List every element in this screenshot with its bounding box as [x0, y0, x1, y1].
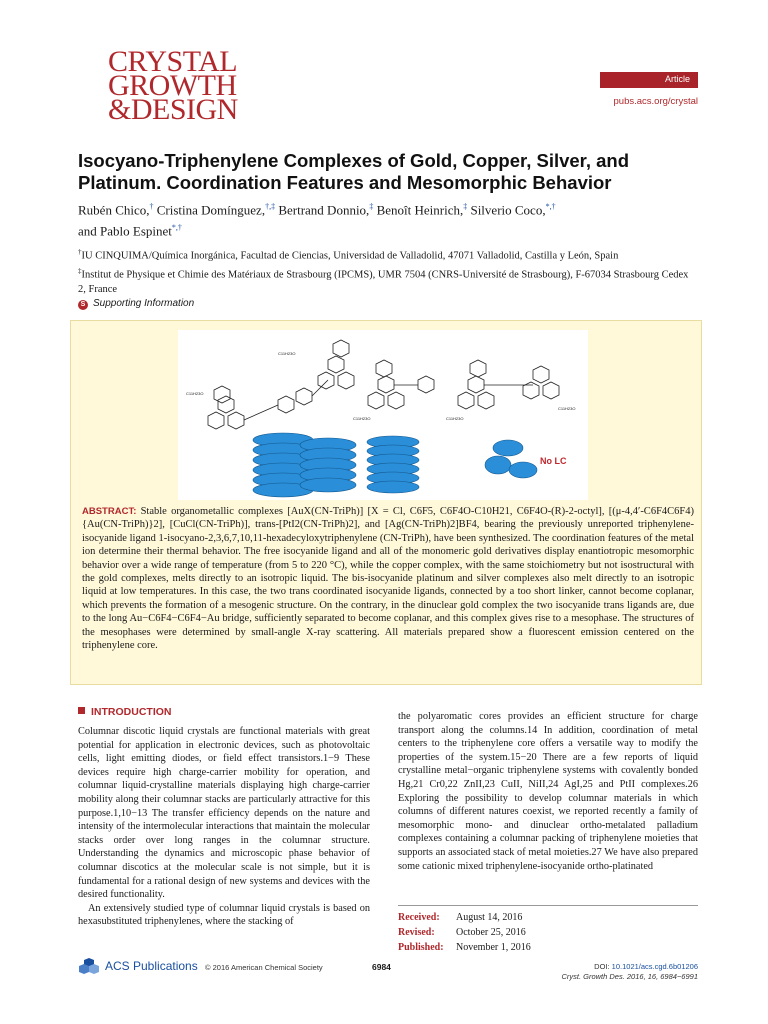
affiliation: [78, 245, 698, 264]
acs-hexagon-icon: [78, 958, 100, 974]
hexagon: [468, 376, 484, 393]
author-marks: ‡: [369, 202, 374, 211]
author-marks: ‡: [463, 202, 468, 211]
author-marks: *,†: [545, 202, 556, 211]
affiliation-mark: †: [78, 248, 82, 256]
hexagon: [543, 382, 559, 399]
bond: [244, 405, 278, 420]
substituent-label: C11H23O: [558, 406, 576, 411]
doi-block: [520, 962, 698, 982]
substituent-label: C11H23O: [446, 416, 464, 421]
disc-stack-left: [253, 433, 356, 497]
disc-stack-middle: [367, 436, 419, 493]
hexagon: [328, 356, 344, 373]
publisher-name: ACS Publications: [105, 959, 198, 973]
supporting-info-label: Supporting Information: [93, 298, 195, 309]
date-row: [398, 925, 698, 940]
logo-line: GROWTH: [108, 69, 237, 102]
abstract: [82, 505, 694, 652]
hexagon: [333, 340, 349, 357]
section-marker-icon: [78, 707, 85, 714]
author-marks: *,†: [171, 223, 182, 233]
hexagon: [418, 376, 434, 393]
hexagon: [218, 396, 234, 413]
hexagon: [278, 396, 294, 413]
acs-publications-logo[interactable]: [78, 958, 198, 974]
copyright: © 2016 American Chemical Society: [205, 963, 323, 972]
hexagon: [338, 372, 354, 389]
gold-complex-structure: [368, 360, 434, 409]
toc-graphic: [178, 330, 588, 500]
journal-logo: [108, 45, 268, 126]
logo-line: CRYSTAL: [108, 45, 238, 78]
affiliation: [78, 264, 698, 298]
author-name[interactable]: Benoît Heinrich,: [376, 202, 464, 218]
left-column: [78, 725, 370, 929]
date-label: Published:: [398, 942, 444, 953]
author-marks: †: [149, 202, 154, 211]
hexagon: [214, 386, 230, 403]
bond: [312, 380, 328, 396]
paragraph: An extensively studied type of columnar liquid crystals is based on hexasubstituted triphenylenes, where the stacking of: [78, 902, 370, 928]
date-label: Received:: [398, 912, 440, 923]
author-name[interactable]: Cristina Domínguez,: [156, 202, 266, 218]
author-name[interactable]: Silverio Coco,: [470, 202, 546, 218]
section-heading: [78, 706, 172, 718]
journal-url-link[interactable]: pubs.acs.org/crystal: [613, 96, 698, 107]
substituent-label: C11H23O: [186, 391, 204, 396]
date-row: [398, 940, 698, 955]
substituent-label: C11H23O: [353, 416, 371, 421]
article-type-badge: Article: [600, 72, 698, 88]
affiliation-text: IU CINQUIMA/Química Inorgánica, Facultad de Ciencias, Universidad de Valladolid, 47071 Valladolid, Castilla y León, Spain: [81, 250, 619, 262]
abstract-label: ABSTRACT:: [82, 506, 137, 517]
hexagon: [388, 392, 404, 409]
hexagon: [318, 372, 334, 389]
paragraph: Columnar discotic liquid crystals are functional materials with great potential for application in electronic devices, such as photovoltaic cells, light emitting diodes, or field effect transistors.1−9 These devices require high charge-carrier mobility for operation, and columnar liquid-crystalline materials displaying high charge-carrier mobility along their columnar stacks are particularly attractive for this purpose.1,10−13 The transfer efficiency depends on the nature and intensity of the intermolecular interactions that maintain the molecular stacks order over long ranges in the columnar structure. Understanding the dynamics and microscopic phase behavior of columnar discotics at the molecular scale is not simple, but it is fundamental for a rational design of new systems and devices with the desired functionality.: [78, 726, 370, 901]
date-row: [398, 910, 698, 925]
disc: [493, 440, 523, 456]
hexagon: [228, 412, 244, 429]
right-column: [398, 710, 698, 873]
abstract-text: Stable organometallic complexes [AuX(CN-TriPh)] [X = Cl, C6F5, C6F4O-C10H21, C6F4O-(R)-2-octyl], [(μ-4,4′-C6F4C6F4){Au(CN-TriPh)}2], [CuCl(CN-TriPh)], trans-[PtI2(CN-TriPh)2], and [Ag(CN-TriPh)2]BF4, bearing the previously unreported triphenylene-isocyanide ligand 1-isocyano-2,3,6,7,10,11-hexadecyloxytriphenylene (CN-TriPh), have been synthesized. The coordination features of the metal ion determine their thermal behavior. The free isocyanide ligand and all of the monomeric gold derivatives display enantiotropic mesomorphic behavior over a wide range of temperature (from 5 to 220 °C), while the copper complex, with the same stoichiometry but not isostructural with the gold complexes, melts directly to an isotropic liquid. The bis-isocyanide platinum and silver complexes also melt directly to an isotropic liquid at low temperatures. In this case, the two trans coordinated isocyanide ligands, connected by a too short linker, cannot become coplanar, which prevents the formation of a mesogenic structure. On the contrary, in the dinuclear gold complex the two isocyanide trans ligands are, due to the long Au−C6F4−C6F4−Au bridge, sufficiently separated to become coplanar, and this complex gives rise to a mesophase. The structures of the mesophases were determined by small-angle X-ray scattering. All materials prepared show a fluorescent emission centered on the triphenylene core.: [82, 506, 694, 652]
substituent-label: C11H23O: [278, 351, 296, 356]
author-name[interactable]: Rubén Chico,: [78, 202, 150, 218]
doi-link[interactable]: 10.1021/acs.cgd.6b01206: [611, 962, 698, 971]
supporting-info-link[interactable]: [78, 298, 194, 310]
hexagon: [208, 412, 224, 429]
disc: [509, 462, 537, 478]
doi-prefix: DOI:: [594, 962, 612, 971]
section-title: INTRODUCTION: [91, 706, 172, 718]
affiliation-mark: ‡: [78, 266, 82, 275]
citation: Cryst. Growth Des. 2016, 16, 6984−6991: [561, 972, 698, 981]
paragraph: the polyaromatic cores provides an efficient structure for charge transport along the columns.14 In addition, coordination of metal centers to the triphenylene core offers a versatile way to modify the properties of the system.15−20 There are a few reports of liquid crystalline metal−organic triphenylene systems with covalently bonded Hg,21 Cr0,22 ZnII,23 CuII, NiII,24 AgI,25 and PtII complexes.26 Exploring the possibility to develop columnar materials in which columns of different natures coexist, we reported recently a family of mesomorphic mono- and dinuclear ortho-metalated palladium complexes containing a columnar packing of triphenylene moieties that supports an associated stack of metal moieties.27 We have also prepared some cationic mixed triphenylene-isocyanide ortho-platinated: [398, 711, 698, 872]
author-name[interactable]: and Pablo Espinet: [78, 223, 172, 239]
hexagon: [296, 388, 312, 405]
author-list: [78, 198, 698, 241]
supporting-info-icon: S: [78, 300, 88, 310]
date-value: November 1, 2016: [456, 942, 531, 953]
disc: [485, 456, 511, 474]
publication-dates: [398, 905, 698, 955]
affiliation-text: Institut de Physique et Chimie des Matériaux de Strasbourg (IPCMS), UMR 7504 (CNRS-Université de Strasbourg), F-67034 Strasbourg Cedex 2, France: [78, 269, 689, 295]
hexagon: [368, 392, 384, 409]
logo-line: &DESIGN: [108, 93, 238, 126]
hexagon: [478, 392, 494, 409]
hexagon: [470, 360, 486, 377]
hexagon: [458, 392, 474, 409]
page-number: 6984: [372, 962, 391, 972]
author-name[interactable]: Bertrand Donnio,: [278, 202, 370, 218]
date-value: August 14, 2016: [456, 912, 523, 923]
disc-cluster-right: [485, 440, 537, 478]
hexagon: [533, 366, 549, 383]
author-marks: †,‡: [265, 202, 276, 211]
no-lc-label: No LC: [540, 456, 567, 466]
hexagon: [523, 382, 539, 399]
hexagon: [378, 376, 394, 393]
hexagon: [376, 360, 392, 377]
article-title: Isocyano-Triphenylene Complexes of Gold, Copper, Silver, and Platinum. Coordination Features and Mesomorphic Behavior: [78, 150, 630, 193]
date-value: October 25, 2016: [456, 927, 526, 938]
disc: [300, 478, 356, 492]
date-label: Revised:: [398, 927, 435, 938]
disc: [367, 481, 419, 493]
affiliations: [78, 245, 698, 297]
bis-isocyanide-structure: [458, 360, 559, 409]
